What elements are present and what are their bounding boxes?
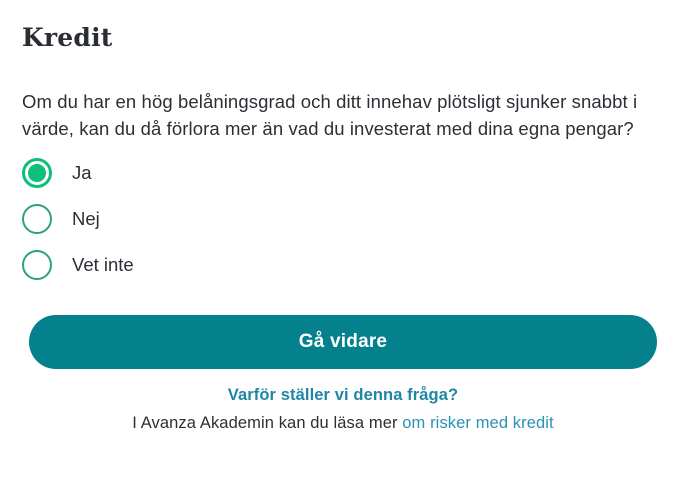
radio-option-ja[interactable] (22, 158, 664, 188)
radio-option-nej[interactable] (22, 204, 664, 234)
radio-option-label: Nej (72, 207, 100, 229)
continue-button[interactable]: Gå vidare (29, 315, 657, 369)
radio-icon (22, 158, 52, 188)
footer-prefix-text: I Avanza Akademin kan du läsa mer (132, 413, 403, 432)
radio-icon (22, 250, 52, 280)
answer-options-group (22, 158, 664, 280)
why-question-link[interactable]: Varför ställer vi denna fråga? (227, 385, 459, 404)
risks-with-credit-link[interactable]: om risker med kredit (402, 413, 554, 432)
page-title: Kredit (22, 23, 113, 52)
radio-option-label: Vet inte (72, 253, 134, 275)
footer-text (22, 414, 664, 433)
radio-option-vet-inte[interactable] (22, 250, 664, 280)
radio-option-label: Ja (72, 161, 92, 183)
radio-icon (22, 204, 52, 234)
question-text: Om du har en hög belåningsgrad och ditt innehav plötsligt sjunker snabbt i värde, kan du då förlora mer än vad du investerat med dina egna pengar? (22, 90, 638, 139)
